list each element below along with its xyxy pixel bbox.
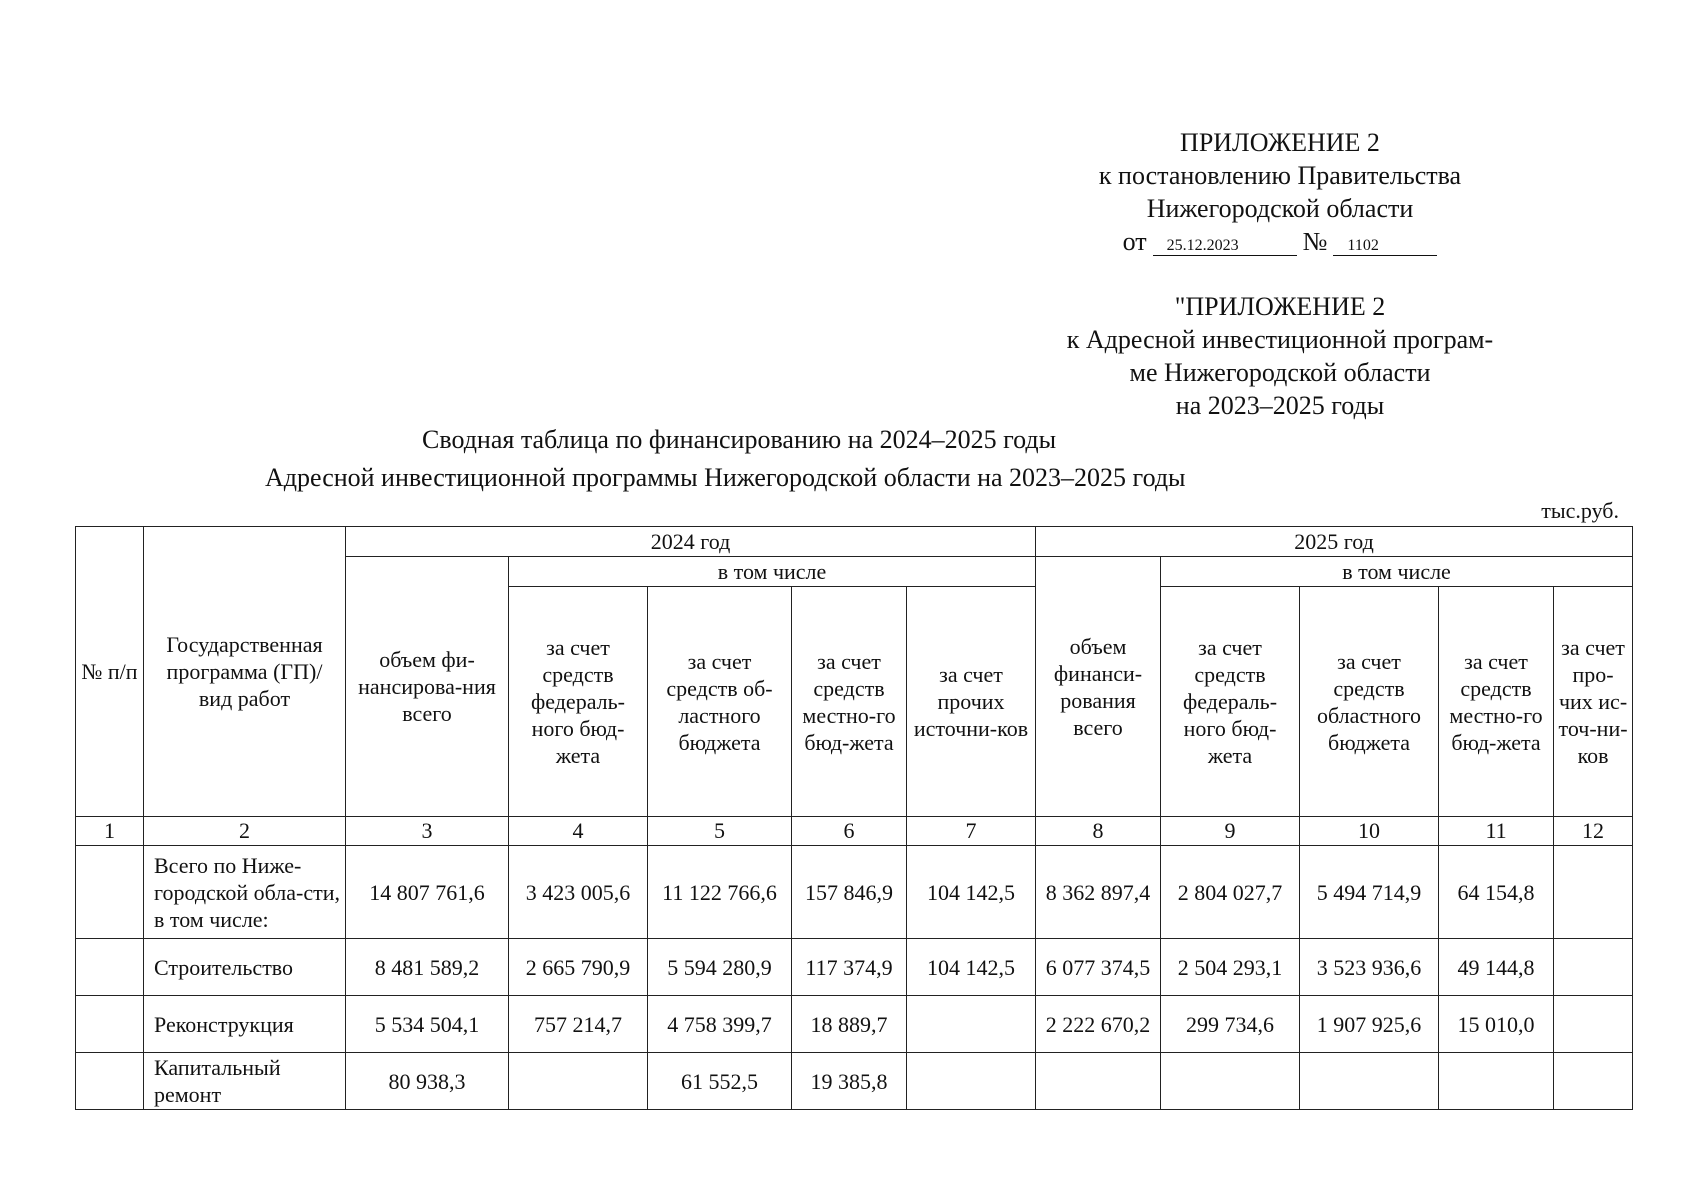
cell-2024-other	[907, 996, 1036, 1053]
cell-2024-total: 5 534 504,1	[346, 996, 509, 1053]
quote-line-3: ме Нижегородской области	[1129, 358, 1431, 387]
cell-2025-regional: 5 494 714,9	[1300, 846, 1439, 939]
column-number: 6	[792, 817, 907, 846]
cell-2025-total: 2 222 670,2	[1036, 996, 1161, 1053]
header-2025-federal: за счет средств федераль-ного бюд-жета	[1161, 587, 1300, 817]
cell-2024-federal: 757 214,7	[509, 996, 648, 1053]
row-number	[76, 939, 144, 996]
column-number: 9	[1161, 817, 1300, 846]
table-row	[76, 846, 1633, 939]
row-number	[76, 846, 144, 939]
cell-2025-federal: 2 504 293,1	[1161, 939, 1300, 996]
order-date: 25.12.2023	[1153, 237, 1297, 256]
header-2025-including: в том числе	[1161, 557, 1633, 587]
cell-2024-local: 19 385,8	[792, 1053, 907, 1110]
row-number	[76, 1053, 144, 1110]
row-number	[76, 996, 144, 1053]
header-2024-federal: за счет средств федераль-ного бюд-жета	[509, 587, 648, 817]
cell-2024-regional: 5 594 280,9	[648, 939, 792, 996]
cell-2025-other	[1554, 1053, 1633, 1110]
number-sign: №	[1302, 227, 1328, 256]
cell-2025-federal: 299 734,6	[1161, 996, 1300, 1053]
cell-2025-regional: 1 907 925,6	[1300, 996, 1439, 1053]
header-year-2025: 2025 год	[1036, 527, 1633, 557]
column-number: 8	[1036, 817, 1161, 846]
cell-2024-other	[907, 1053, 1036, 1110]
cell-2025-other	[1554, 846, 1633, 939]
cell-2025-local: 15 010,0	[1439, 996, 1554, 1053]
quote-line-2: к Адресной инвестиционной програм-	[1066, 325, 1494, 354]
header-2024-local: за счет средств местно-го бюд-жета	[792, 587, 907, 817]
column-number: 4	[509, 817, 648, 846]
header-col-number: № п/п	[76, 527, 144, 817]
cell-2024-other: 104 142,5	[907, 846, 1036, 939]
cell-2024-regional: 61 552,5	[648, 1053, 792, 1110]
cell-2024-total: 8 481 589,2	[346, 939, 509, 996]
cell-2025-local: 49 144,8	[1439, 939, 1554, 996]
row-name: Капитальный ремонт	[144, 1053, 346, 1110]
cell-2025-total: 6 077 374,5	[1036, 939, 1161, 996]
header-2025-total: объем финанси-рования всего	[1036, 557, 1161, 817]
cell-2024-local: 117 374,9	[792, 939, 907, 996]
cell-2025-local: 64 154,8	[1439, 846, 1554, 939]
cell-2025-federal: 2 804 027,7	[1161, 846, 1300, 939]
cell-2025-other	[1554, 939, 1633, 996]
cell-2024-federal: 2 665 790,9	[509, 939, 648, 996]
cell-2025-other	[1554, 996, 1633, 1053]
quote-title: "ПРИЛОЖЕНИЕ 2	[1174, 292, 1386, 321]
cell-2025-regional: 3 523 936,6	[1300, 939, 1439, 996]
row-name: Реконструкция	[144, 996, 346, 1053]
cell-2024-regional: 11 122 766,6	[648, 846, 792, 939]
unit-label: тыс.руб.	[1541, 498, 1619, 523]
appendix-header	[1000, 126, 1560, 258]
from-label: от	[1122, 227, 1147, 256]
column-number-row	[76, 817, 1633, 846]
financing-table	[75, 526, 1633, 1110]
table-row	[76, 996, 1633, 1053]
appendix-line-3: Нижегородской области	[1146, 194, 1414, 223]
cell-2025-total	[1036, 1053, 1161, 1110]
document-title-line-1: Сводная таблица по финансированию на 2024–2025 годы	[422, 425, 1057, 454]
column-number: 1	[76, 817, 144, 846]
column-number: 5	[648, 817, 792, 846]
cell-2025-local	[1439, 1053, 1554, 1110]
cell-2024-other: 104 142,5	[907, 939, 1036, 996]
header-2025-other: за счет про-чих ис-точ-ни-ков	[1554, 587, 1633, 817]
header-2024-regional: за счет средств об-ластного бюджета	[648, 587, 792, 817]
cell-2024-total: 14 807 761,6	[346, 846, 509, 939]
cell-2025-total: 8 362 897,4	[1036, 846, 1161, 939]
table-row	[76, 1053, 1633, 1110]
column-number: 12	[1554, 817, 1633, 846]
header-col-program: Государственная программа (ГП)/ вид работ	[144, 527, 346, 817]
header-2024-total: объем фи-нансирова-ния всего	[346, 557, 509, 817]
document-title-line-2: Адресной инвестиционной программы Нижегородской области на 2023–2025 годы	[265, 463, 1186, 492]
column-number: 11	[1439, 817, 1554, 846]
row-name: Строительство	[144, 939, 346, 996]
cell-2024-regional: 4 758 399,7	[648, 996, 792, 1053]
quote-line-4: на 2023–2025 годы	[1175, 391, 1385, 420]
header-year-2024: 2024 год	[346, 527, 1036, 557]
cell-2024-federal: 3 423 005,6	[509, 846, 648, 939]
column-number: 3	[346, 817, 509, 846]
cell-2024-local: 18 889,7	[792, 996, 907, 1053]
appendix-title: ПРИЛОЖЕНИЕ 2	[1180, 128, 1380, 157]
row-name: Всего по Ниже-городской обла-сти, в том числе:	[144, 846, 346, 939]
header-2024-other: за счет прочих источни-ков	[907, 587, 1036, 817]
order-line	[1000, 225, 1560, 258]
header-2025-local: за счет средств местно-го бюд-жета	[1439, 587, 1554, 817]
header-2025-regional: за счет средств областного бюджета	[1300, 587, 1439, 817]
appendix-quote-block	[1000, 290, 1560, 422]
column-number: 2	[144, 817, 346, 846]
cell-2025-regional	[1300, 1053, 1439, 1110]
cell-2025-federal	[1161, 1053, 1300, 1110]
cell-2024-local: 157 846,9	[792, 846, 907, 939]
cell-2024-federal	[509, 1053, 648, 1110]
column-number: 7	[907, 817, 1036, 846]
column-number: 10	[1300, 817, 1439, 846]
header-2024-including: в том числе	[509, 557, 1036, 587]
appendix-line-2: к постановлению Правительства	[1098, 161, 1462, 190]
cell-2024-total: 80 938,3	[346, 1053, 509, 1110]
order-number: 1102	[1333, 237, 1437, 256]
table-row	[76, 939, 1633, 996]
